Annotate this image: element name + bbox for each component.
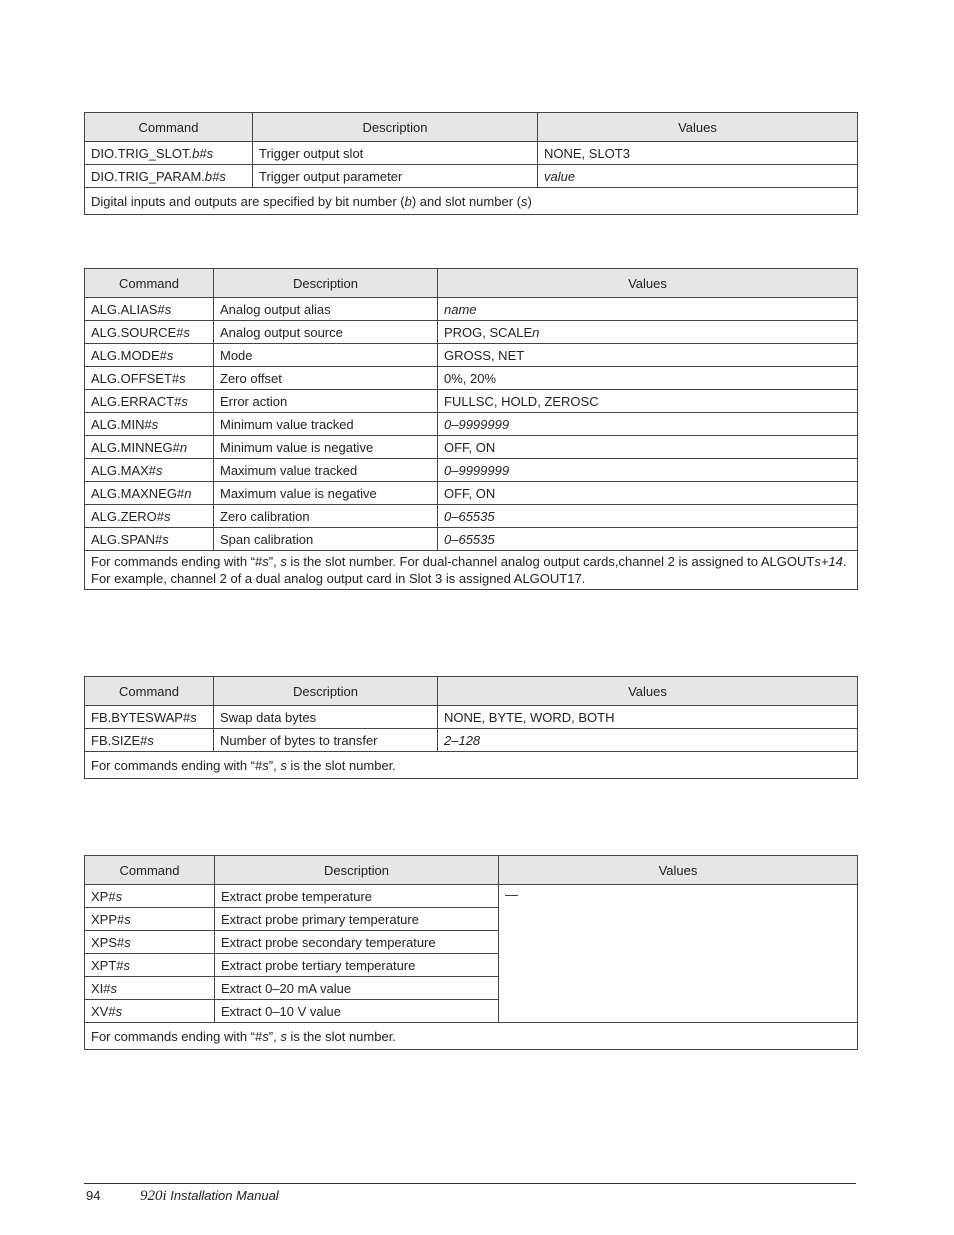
- dio-trigger-table: [84, 112, 858, 215]
- description-cell: Swap data bytes: [214, 706, 438, 729]
- header-description: Description: [253, 113, 538, 142]
- description-cell: Extract 0–20 mA value: [215, 977, 499, 1000]
- command-cell: DIO.TRIG_SLOT.b#s: [85, 142, 253, 165]
- table-note-row: [85, 551, 858, 590]
- description-cell: Extract 0–10 V value: [215, 1000, 499, 1023]
- description-cell: Zero offset: [214, 367, 438, 390]
- values-cell: OFF, ON: [438, 436, 858, 459]
- values-cell: 0%, 20%: [438, 367, 858, 390]
- values-cell: NONE, BYTE, WORD, BOTH: [438, 706, 858, 729]
- command-cell: ALG.ERRACT#s: [85, 390, 214, 413]
- command-cell: ALG.MINNEG#n: [85, 436, 214, 459]
- command-cell: ALG.OFFSET#s: [85, 367, 214, 390]
- probe-extract-table: [84, 855, 858, 1050]
- values-cell: FULLSC, HOLD, ZEROSC: [438, 390, 858, 413]
- header-description: Description: [214, 677, 438, 706]
- header-values: Values: [438, 269, 858, 298]
- values-cell: PROG, SCALEn: [438, 321, 858, 344]
- table-row: [85, 505, 858, 528]
- command-cell: XP#s: [85, 885, 215, 908]
- table-row: [85, 528, 858, 551]
- command-cell: ALG.SPAN#s: [85, 528, 214, 551]
- values-cell: OFF, ON: [438, 482, 858, 505]
- values-cell: 0–9999999: [438, 459, 858, 482]
- table-row: [85, 413, 858, 436]
- header-command: Command: [85, 856, 215, 885]
- table-note: Digital inputs and outputs are specified by bit number (b) and slot number (s): [85, 188, 858, 215]
- table-row: [85, 482, 858, 505]
- values-cell: name: [438, 298, 858, 321]
- table-row: [85, 321, 858, 344]
- table-row: [85, 390, 858, 413]
- values-cell: 0–65535: [438, 528, 858, 551]
- table-note: For commands ending with “#s”, s is the slot number. For dual-channel analog output cards,channel 2 is assigned to ALGOUTs+14. For example, channel 2 of a dual analog output card in Slot 3 is assigned ALGOUT17.: [85, 551, 858, 590]
- command-cell: ALG.ZERO#s: [85, 505, 214, 528]
- description-cell: Extract probe secondary temperature: [215, 931, 499, 954]
- description-cell: Error action: [214, 390, 438, 413]
- table-note: For commands ending with “#s”, s is the slot number.: [85, 752, 858, 779]
- description-cell: Minimum value is negative: [214, 436, 438, 459]
- description-cell: Mode: [214, 344, 438, 367]
- values-cell: —: [499, 885, 858, 1023]
- command-cell: ALG.MAX#s: [85, 459, 214, 482]
- description-cell: Extract probe primary temperature: [215, 908, 499, 931]
- manual-title: Installation Manual: [166, 1188, 279, 1203]
- header-command: Command: [85, 113, 253, 142]
- command-cell: XV#s: [85, 1000, 215, 1023]
- table-row: [85, 885, 858, 908]
- header-values: Values: [438, 677, 858, 706]
- command-cell: ALG.SOURCE#s: [85, 321, 214, 344]
- command-cell: XPS#s: [85, 931, 215, 954]
- product-name: 920i: [140, 1188, 167, 1204]
- fieldbus-table: [84, 676, 858, 779]
- description-cell: Analog output alias: [214, 298, 438, 321]
- command-cell: ALG.MODE#s: [85, 344, 214, 367]
- command-cell: FB.BYTESWAP#s: [85, 706, 214, 729]
- table-row: [85, 142, 858, 165]
- table-note: For commands ending with “#s”, s is the slot number.: [85, 1023, 858, 1050]
- command-cell: ALG.ALIAS#s: [85, 298, 214, 321]
- page-footer: [86, 1188, 279, 1205]
- description-cell: Span calibration: [214, 528, 438, 551]
- description-cell: Extract probe tertiary temperature: [215, 954, 499, 977]
- analog-output-table: [84, 268, 858, 590]
- command-cell: DIO.TRIG_PARAM.b#s: [85, 165, 253, 188]
- table-note-row: [85, 1023, 858, 1050]
- table-row: [85, 436, 858, 459]
- description-cell: Number of bytes to transfer: [214, 729, 438, 752]
- values-cell: value: [538, 165, 858, 188]
- header-command: Command: [85, 269, 214, 298]
- command-cell: XPP#s: [85, 908, 215, 931]
- table-row: [85, 165, 858, 188]
- description-cell: Maximum value tracked: [214, 459, 438, 482]
- table-note-row: [85, 188, 858, 215]
- header-description: Description: [214, 269, 438, 298]
- table-row: [85, 298, 858, 321]
- description-cell: Maximum value is negative: [214, 482, 438, 505]
- header-description: Description: [215, 856, 499, 885]
- command-cell: FB.SIZE#s: [85, 729, 214, 752]
- header-values: Values: [538, 113, 858, 142]
- table-row: [85, 729, 858, 752]
- values-cell: 0–9999999: [438, 413, 858, 436]
- description-cell: Extract probe temperature: [215, 885, 499, 908]
- values-cell: 2–128: [438, 729, 858, 752]
- values-cell: GROSS, NET: [438, 344, 858, 367]
- table-row: [85, 706, 858, 729]
- command-cell: ALG.MAXNEG#n: [85, 482, 214, 505]
- values-cell: NONE, SLOT3: [538, 142, 858, 165]
- description-cell: Zero calibration: [214, 505, 438, 528]
- command-cell: XI#s: [85, 977, 215, 1000]
- header-command: Command: [85, 677, 214, 706]
- table-note-row: [85, 752, 858, 779]
- description-cell: Trigger output slot: [253, 142, 538, 165]
- values-cell: 0–65535: [438, 505, 858, 528]
- command-cell: XPT#s: [85, 954, 215, 977]
- description-cell: Trigger output parameter: [253, 165, 538, 188]
- footer-rule: [84, 1183, 856, 1184]
- header-values: Values: [499, 856, 858, 885]
- description-cell: Analog output source: [214, 321, 438, 344]
- description-cell: Minimum value tracked: [214, 413, 438, 436]
- page-number: 94: [86, 1188, 101, 1203]
- command-cell: ALG.MIN#s: [85, 413, 214, 436]
- table-row: [85, 344, 858, 367]
- table-row: [85, 367, 858, 390]
- table-row: [85, 459, 858, 482]
